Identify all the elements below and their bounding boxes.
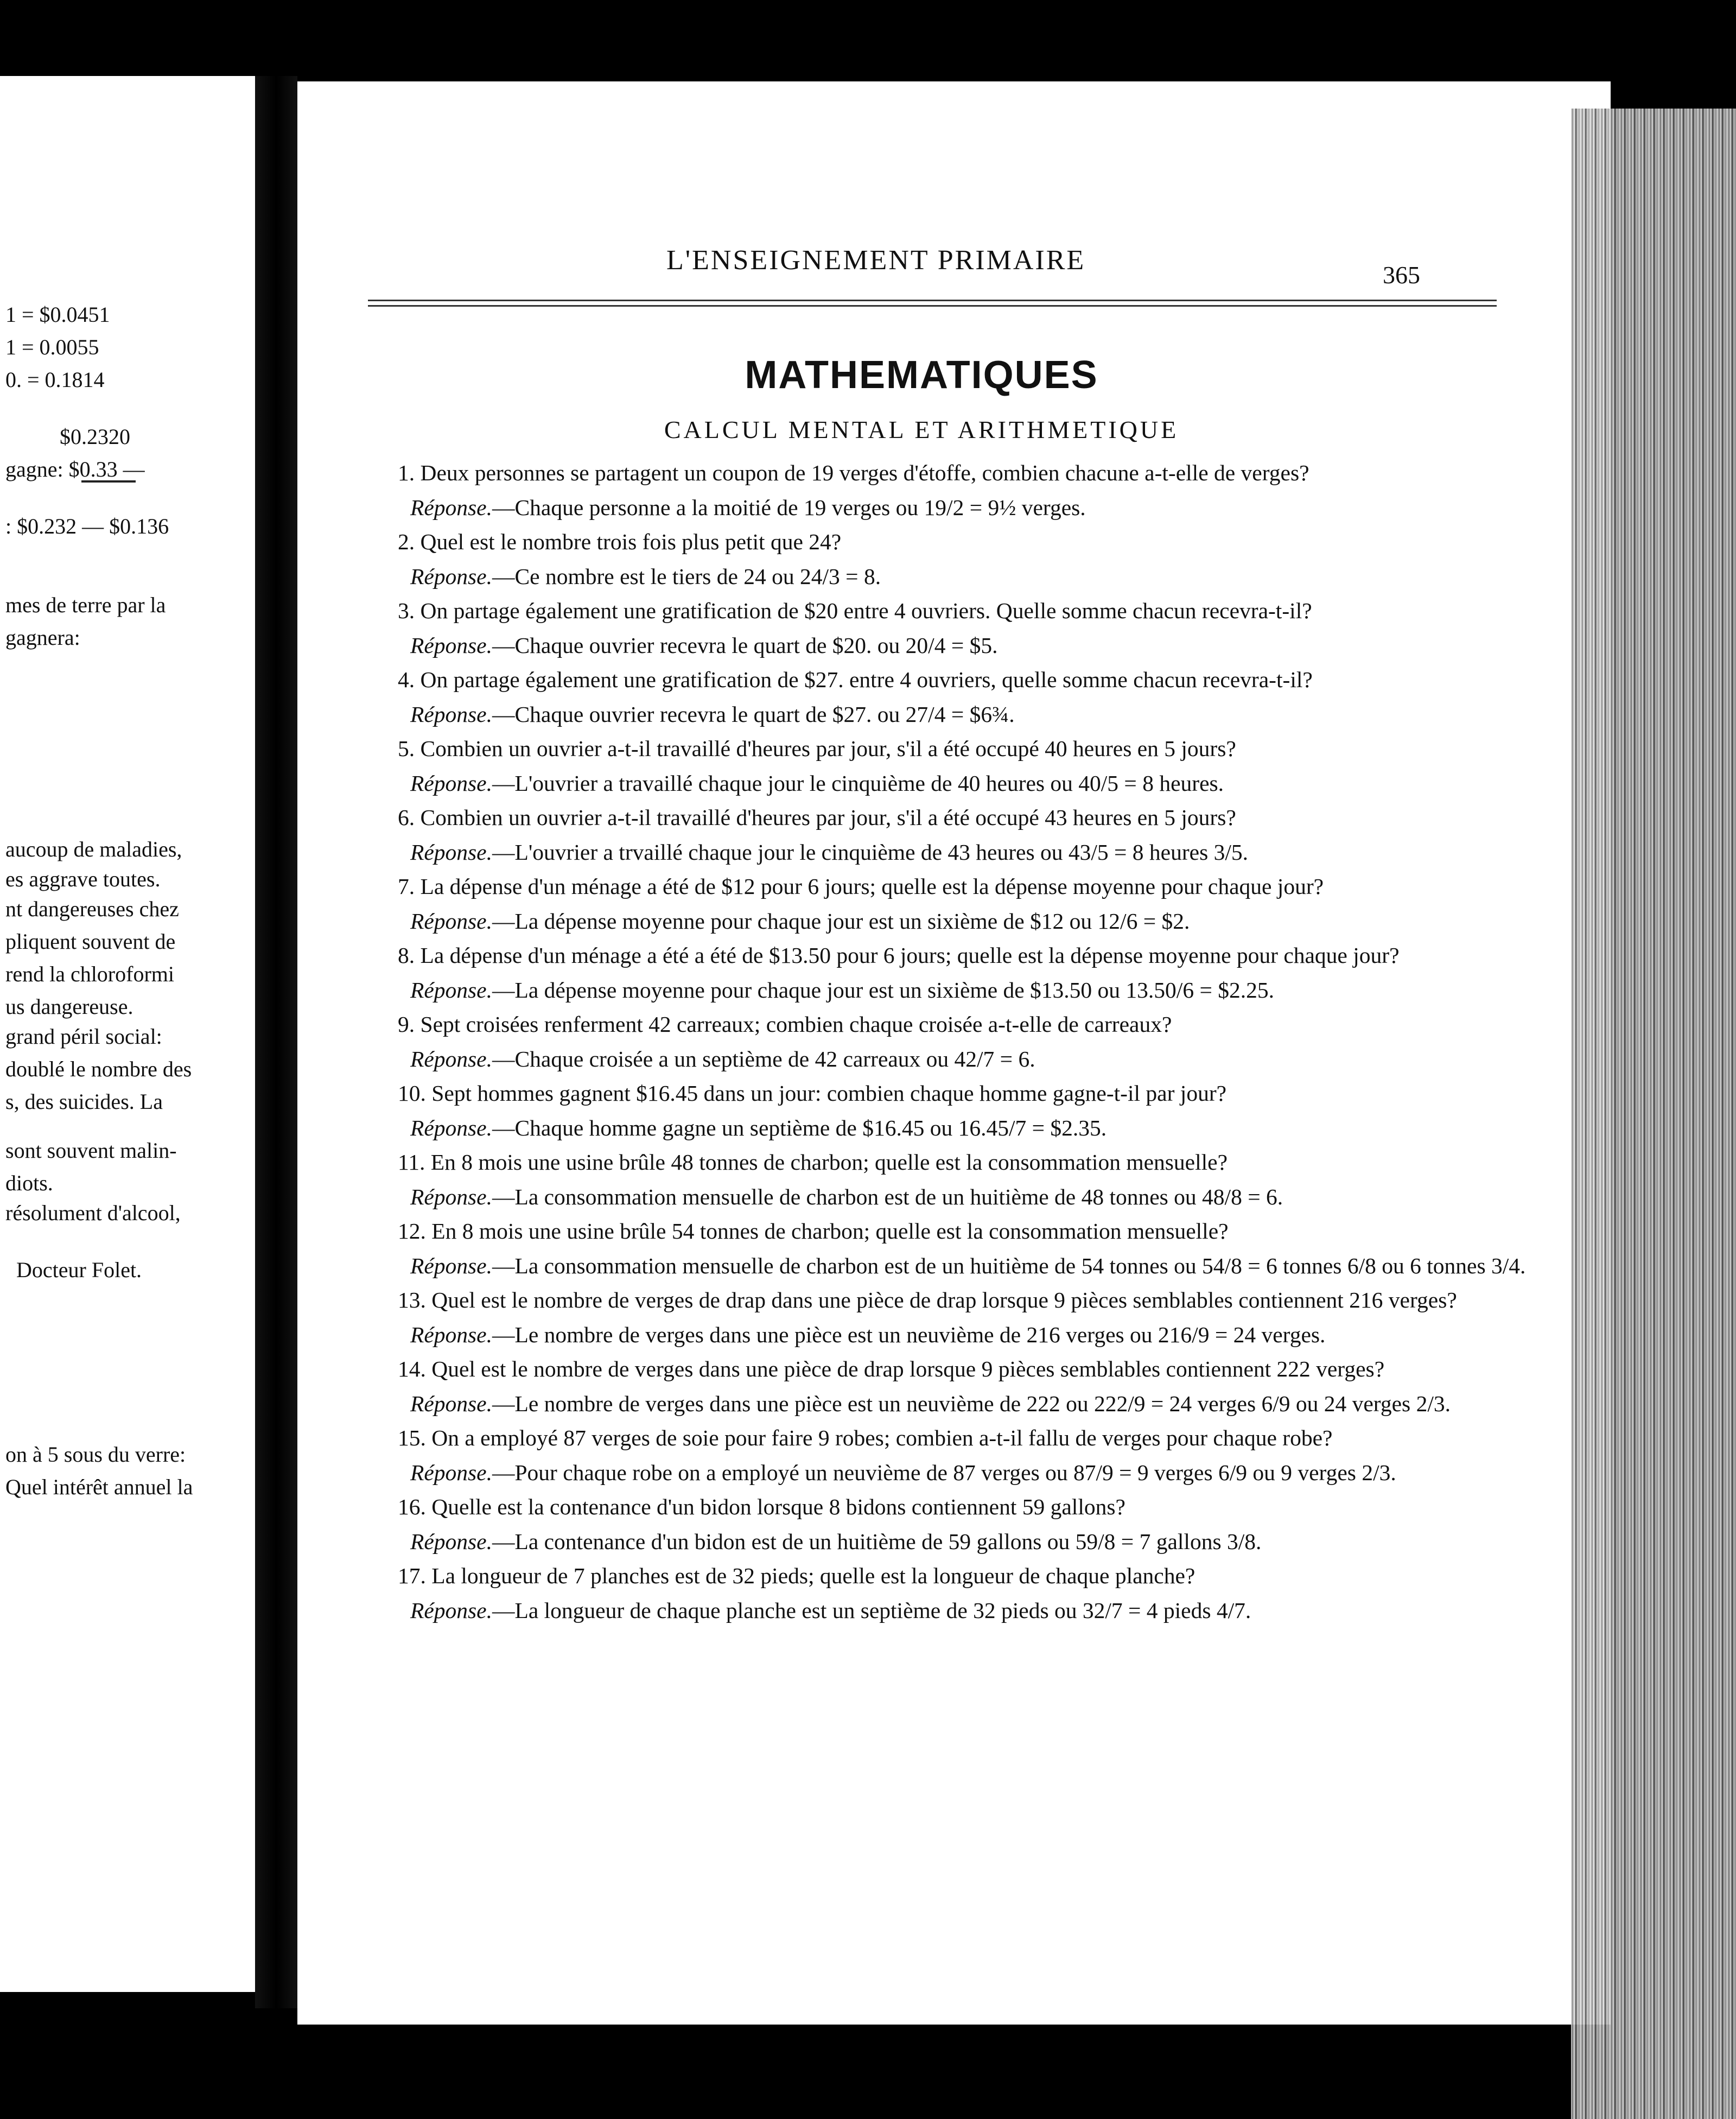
problem-answer [363,766,1529,801]
facing-page-line: aucoup de maladies, [5,837,182,861]
problem-answer [363,1042,1529,1077]
answer-label: Réponse. [410,563,492,589]
answer-text: —La contenance d'un bidon est de un huitième de 59 gallons ou 59/8 = 7 gallons 3/8. [492,1528,1262,1554]
question-text: On partage également une gratification de $27. entre 4 ouvriers, quelle somme chacun recevra-t-il? [420,667,1313,692]
problem-question [363,1352,1529,1387]
problem-question [363,938,1529,973]
problem-answer [363,1249,1529,1284]
question-text: Combien un ouvrier a-t-il travaillé d'heures par jour, s'il a été occupé 43 heures en 5 jours? [420,805,1236,830]
answer-label: Réponse. [410,908,492,934]
facing-page-line: doublé le nombre des [5,1057,192,1081]
facing-page-line: grand péril social: [5,1024,162,1049]
answer-label: Réponse. [410,839,492,865]
problem-number: 9. [398,1012,421,1037]
answer-label: Réponse. [410,1391,492,1416]
problem-number: 7. [398,874,421,899]
problem-answer [363,1594,1529,1628]
problem-question [363,1145,1529,1180]
facing-page-line: gagnera: [5,625,80,650]
question-text: On a employé 87 verges de soie pour faire 9 robes; combien a-t-il fallu de verges pour chaque robe? [431,1425,1333,1450]
answer-text: —La dépense moyenne pour chaque jour est un sixième de $13.50 ou 13.50/6 = $2.25. [492,977,1274,1003]
answer-label: Réponse. [410,1322,492,1347]
problem-answer [363,904,1529,939]
problem-answer [363,1180,1529,1215]
sum-rule [81,480,136,483]
problem-answer [363,1456,1529,1490]
facing-page-line: sont souvent malin- [5,1138,177,1163]
facing-page-line: 1 = $0.0451 [5,302,110,327]
question-text: Quel est le nombre de verges dans une pièce de drap lorsque 9 pièces semblables contiennent 222 verges? [431,1356,1385,1381]
page-number: 365 [1383,261,1420,289]
answer-label: Réponse. [410,632,492,658]
problem-answer [363,835,1529,870]
answer-text: —Chaque croisée a un septième de 42 carreaux ou 42/7 = 6. [492,1046,1035,1071]
problem-answer [363,629,1529,663]
answer-label: Réponse. [410,1115,492,1140]
answer-text: —Le nombre de verges dans une pièce est un neuvième de 222 ou 222/9 = 24 verges 6/9 ou 24 verges 2/3. [492,1391,1451,1416]
answer-text: —Chaque ouvrier recevra le quart de $20. ou 20/4 = $5. [492,632,998,658]
book-gutter [255,76,297,2008]
problem-question [363,801,1529,835]
facing-page-line: 0. = 0.1814 [5,367,105,392]
problem-answer [363,1318,1529,1353]
answer-text: —Chaque personne a la moitié de 19 verges ou 19/2 = 9½ verges. [492,494,1086,520]
section-title: MATHEMATIQUES [745,353,1098,397]
answer-text: —La longueur de chaque planche est un septième de 32 pieds ou 32/7 = 4 pieds 4/7. [492,1597,1251,1623]
facing-page-line: diots. [5,1171,53,1195]
facing-page-line: rend la chloroformi [5,962,174,986]
answer-label: Réponse. [410,1046,492,1071]
question-text: Combien un ouvrier a-t-il travaillé d'heures par jour, s'il a été occupé 40 heures en 5 jours? [420,736,1236,761]
problem-number: 10. [398,1081,432,1106]
problem-question [363,870,1529,904]
problem-number: 4. [398,667,421,692]
problem-number: 15. [398,1425,432,1450]
book-page [297,81,1611,2025]
answer-text: —Le nombre de verges dans une pièce est un neuvième de 216 verges ou 216/9 = 24 verges. [492,1322,1326,1347]
answer-label: Réponse. [410,1528,492,1554]
facing-page-line: us dangereuse. [5,994,133,1019]
problem-number: 13. [398,1287,432,1312]
problem-number: 3. [398,598,421,623]
answer-text: —La consommation mensuelle de charbon est de un huitième de 48 tonnes ou 48/8 = 6. [492,1184,1283,1209]
answer-label: Réponse. [410,701,492,727]
problem-answer [363,1387,1529,1422]
problem-answer [363,491,1529,525]
problem-question [363,594,1529,629]
facing-page [0,76,255,1992]
section-subtitle: CALCUL MENTAL ET ARITHMETIQUE [664,416,1179,443]
problem-number: 2. [398,529,421,554]
answer-label: Réponse. [410,977,492,1003]
question-text: La dépense d'un ménage a été de $12 pour 6 jours; quelle est la dépense moyenne pour chaque jour? [420,874,1324,899]
answer-text: —La dépense moyenne pour chaque jour est un sixième de $12 ou 12/6 = $2. [492,908,1190,934]
question-text: En 8 mois une usine brûle 54 tonnes de charbon; quelle est la consommation mensuelle? [431,1219,1229,1244]
problem-question [363,1490,1529,1525]
problem-number: 17. [398,1563,432,1588]
question-text: Deux personnes se partagent un coupon de 19 verges d'étoffe, combien chacune a-t-elle de verges? [420,460,1309,485]
answer-text: —Ce nombre est le tiers de 24 ou 24/3 = 8. [492,563,881,589]
problem-number: 1. [398,460,421,485]
facing-page-line: pliquent souvent de [5,929,176,954]
question-text: On partage également une gratification de $20 entre 4 ouvriers. Quelle somme chacun recevra-t-il? [420,598,1312,623]
problems-list [363,456,1529,1628]
problem-answer [363,1525,1529,1559]
facing-page-line: Quel intérêt annuel la [5,1475,193,1499]
facing-page-line: es aggrave toutes. [5,867,161,891]
question-text: Sept croisées renferment 42 carreaux; combien chaque croisée a-t-elle de carreaux? [420,1012,1172,1037]
problem-number: 14. [398,1356,432,1381]
answer-label: Réponse. [410,1184,492,1209]
problem-number: 16. [398,1494,432,1519]
question-text: Quel est le nombre de verges de drap dans une pièce de drap lorsque 9 pièces semblables contiennent 216 verges? [431,1287,1457,1312]
answer-text: —L'ouvrier a travaillé chaque jour le cinquième de 40 heures ou 40/5 = 8 heures. [492,770,1224,796]
answer-text: —La consommation mensuelle de charbon est de un huitième de 54 tonnes ou 54/8 = 6 tonnes 6/8 ou 6 tonnes 3/4. [492,1253,1526,1278]
answer-text: —Chaque homme gagne un septième de $16.45 ou 16.45/7 = $2.35. [492,1115,1107,1140]
running-head: L'ENSEIGNEMENT PRIMAIRE [666,245,1086,276]
problem-question [363,663,1529,697]
problem-answer [363,973,1529,1008]
facing-page-line: $0.2320 [60,424,130,449]
header-rule-bottom [368,305,1497,307]
facing-page-line: s, des suicides. La [5,1089,163,1114]
problem-number: 12. [398,1219,432,1244]
answer-label: Réponse. [410,494,492,520]
problem-number: 11. [398,1150,431,1175]
facing-page-line: : $0.232 — $0.136 [5,514,169,538]
answer-label: Réponse. [410,1597,492,1623]
facing-page-line: gagne: $0.33 — [5,457,145,481]
problem-question [363,1214,1529,1249]
problem-answer [363,697,1529,732]
facing-page-line: mes de terre par la [5,593,166,617]
problem-question [363,1283,1529,1318]
facing-page-line: Docteur Folet. [16,1258,142,1282]
problem-number: 6. [398,805,421,830]
answer-text: —L'ouvrier a trvaillé chaque jour le cinquième de 43 heures ou 43/5 = 8 heures 3/5. [492,839,1248,865]
question-text: Quel est le nombre trois fois plus petit que 24? [420,529,842,554]
answer-label: Réponse. [410,1253,492,1278]
page-edges [1571,109,1736,2119]
header-rule-top [368,300,1497,301]
problem-question [363,732,1529,766]
question-text: La dépense d'un ménage a été a été de $13.50 pour 6 jours; quelle est la dépense moyenne pour chaque jour? [420,943,1400,968]
answer-label: Réponse. [410,770,492,796]
question-text: Sept hommes gagnent $16.45 dans un jour: combien chaque homme gagne-t-il par jour? [431,1081,1227,1106]
facing-page-line: nt dangereuses chez [5,897,179,921]
problem-number: 5. [398,736,421,761]
question-text: Quelle est la contenance d'un bidon lorsque 8 bidons contiennent 59 gallons? [431,1494,1125,1519]
problem-question [363,1421,1529,1456]
facing-page-line: résolument d'alcool, [5,1201,181,1225]
problem-answer [363,560,1529,594]
problem-number: 8. [398,943,421,968]
problem-question [363,1007,1529,1042]
problem-question [363,1559,1529,1594]
question-text: En 8 mois une usine brûle 48 tonnes de charbon; quelle est la consommation mensuelle? [430,1150,1228,1175]
problem-question [363,456,1529,491]
problem-question [363,525,1529,560]
answer-label: Réponse. [410,1460,492,1485]
problem-question [363,1076,1529,1111]
answer-text: —Pour chaque robe on a employé un neuvième de 87 verges ou 87/9 = 9 verges 6/9 ou 9 verges 2/3. [492,1460,1396,1485]
facing-page-line: 1 = 0.0055 [5,335,99,359]
answer-text: —Chaque ouvrier recevra le quart de $27. ou 27/4 = $6¾. [492,701,1015,727]
facing-page-line: on à 5 sous du verre: [5,1442,186,1467]
problem-answer [363,1111,1529,1146]
question-text: La longueur de 7 planches est de 32 pieds; quelle est la longueur de chaque planche? [431,1563,1196,1588]
